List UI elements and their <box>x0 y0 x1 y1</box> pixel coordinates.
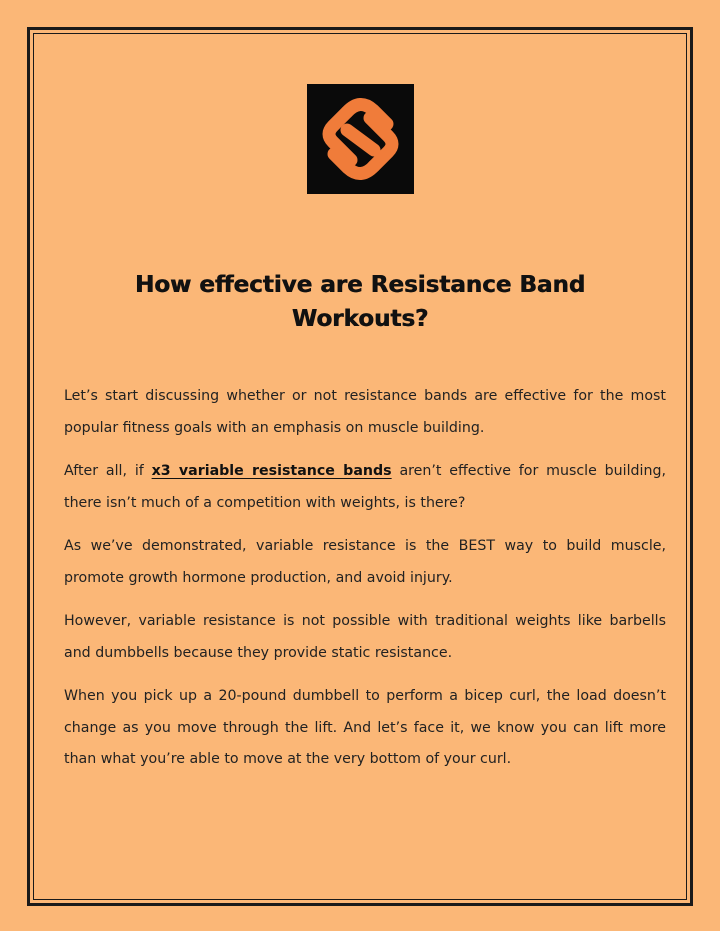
x3-bands-link[interactable]: x3 variable resistance bands <box>151 463 392 479</box>
paragraph-3: As we’ve demonstrated, variable resistance is the BEST way to build muscle, promote growth hormone production, and avoid injury. <box>64 538 666 586</box>
paragraph-2 <box>64 456 666 519</box>
paragraph-5: When you pick up a 20-pound dumbbell to perform a bicep curl, the load doesn’t change as you move through the lift. And let’s face it, we know you can lift more than what you’re able to move at the very bottom of your curl. <box>64 688 666 767</box>
paragraph-2-lead: After all, if <box>64 463 152 479</box>
paragraph-1: Let’s start discussing whether or not resistance bands are effective for the most popular fitness goals with an emphasis on muscle building. <box>64 388 666 436</box>
page-title <box>60 268 660 336</box>
article-body <box>64 381 666 788</box>
title-line-2: Workouts? <box>291 306 429 332</box>
paragraph-4: However, variable resistance is not possible with traditional weights like barbells and dumbbells because they provide static resistance. <box>64 613 666 661</box>
title-line-1: How effective are Resistance Band <box>134 272 586 298</box>
paragraph-2-tail: aren’t effective for muscle building, there isn’t much of a competition with weights, is there? <box>64 463 666 511</box>
interlocking-s-logo-icon <box>307 84 414 194</box>
